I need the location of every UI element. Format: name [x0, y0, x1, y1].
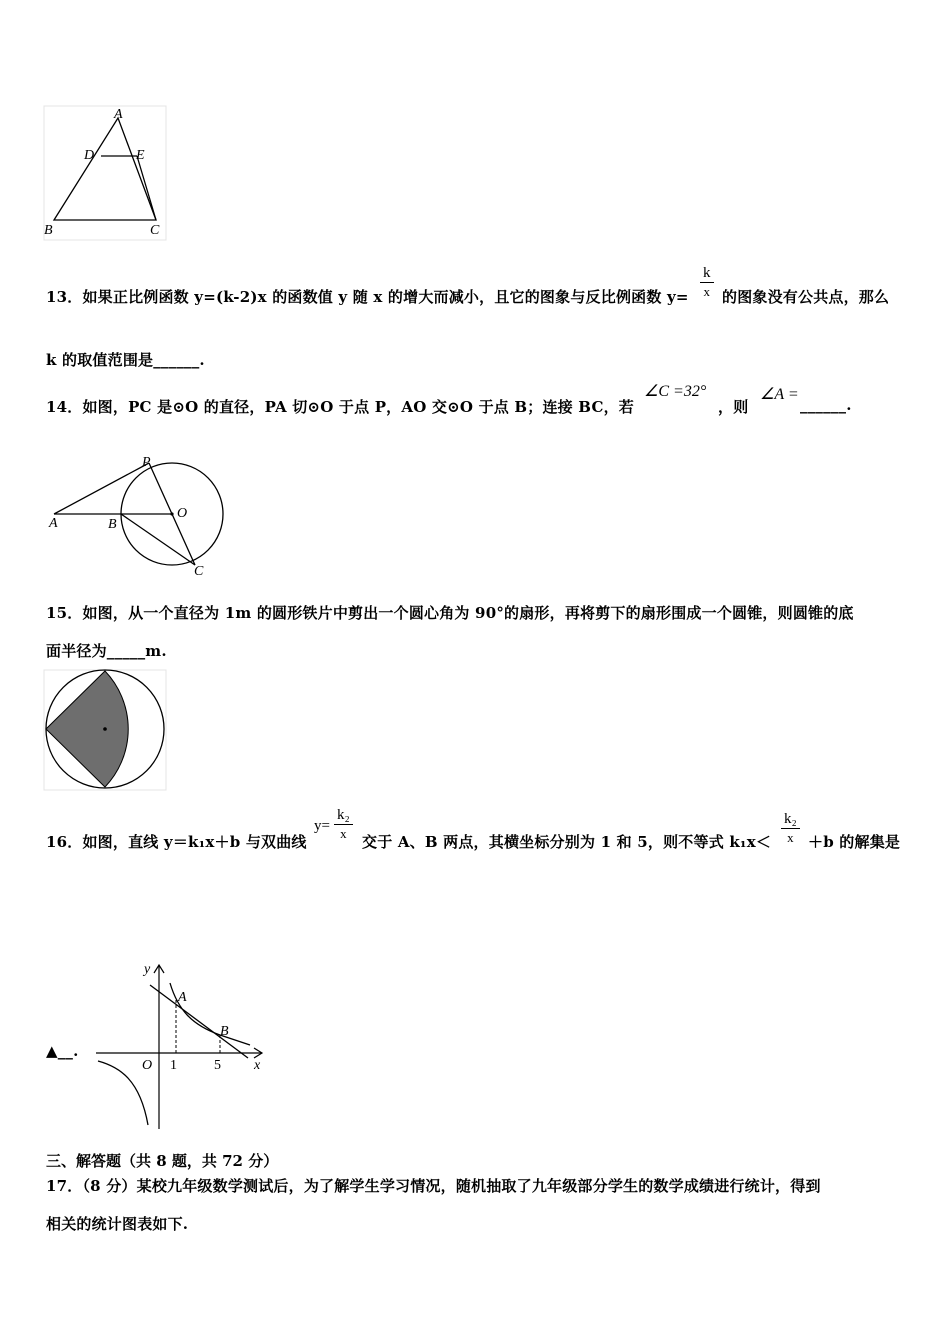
q16-frac2-den: x: [787, 830, 794, 845]
q13-text: 13．如果正比例函数 y=(k-2)x 的函数值 y 随 x 的增大而减小，且它的图象与反比例函数 y=: [46, 288, 689, 306]
label-e: E: [136, 148, 145, 163]
label-tick-5: 5: [214, 1058, 221, 1073]
label-d: D: [84, 148, 95, 163]
label-o: O: [177, 506, 188, 521]
q16-answer: ▲__.: [46, 1042, 79, 1060]
q16-part3: ＋b 的解集是: [808, 833, 901, 851]
q15-line2: 面半径为_____m.: [46, 642, 167, 660]
label-tick-1: 1: [170, 1058, 177, 1073]
q16-fraction-1: [334, 806, 353, 843]
label-y: y: [144, 962, 151, 977]
section-title: 三、解答题（共 8 题，共 72 分）: [46, 1152, 279, 1170]
label-a: A: [114, 107, 123, 122]
label-b: B: [108, 517, 117, 532]
label-origin: O: [142, 1058, 153, 1073]
label-a: A: [49, 516, 58, 531]
line-hyperbola-diagram: [90, 955, 275, 1133]
q16-part1: 16．如图，直线 y＝k₁x＋b 与双曲线: [46, 833, 307, 851]
label-c: C: [194, 564, 204, 579]
q14-angle-c: ∠C =32°: [644, 383, 707, 400]
label-b: B: [44, 223, 53, 238]
q16-frac1-num: k₂: [334, 806, 353, 825]
q13-frac-den: x: [703, 284, 710, 299]
q14-blank: ______.: [800, 396, 852, 414]
q15-line1: 15．如图，从一个直径为 1m 的圆形铁片中剪出一个圆心角为 90°的扇形，再将剪下的扇形围成一个圆锥，则圆锥的底: [46, 604, 854, 622]
q13-line1: [46, 286, 689, 307]
figure-triangle-de-bc: [40, 104, 170, 244]
q17-line2: 相关的统计图表如下.: [46, 1215, 189, 1233]
q16-part2: 交于 A、B 两点，其横坐标分别为 1 和 5，则不等式 k₁x＜: [362, 833, 772, 851]
label-p: P: [142, 455, 151, 470]
q13-frac-num: k: [700, 264, 714, 283]
triangle-diagram: [40, 104, 170, 244]
circle-tangent-diagram: [40, 448, 240, 580]
figure-circle-sector: [40, 668, 170, 792]
q16-frac2-num: k₂: [781, 810, 800, 829]
q13-line2: k 的取值范围是______.: [46, 351, 205, 369]
q14-text: 14．如图，PC 是⊙O 的直径，PA 切⊙O 于点 P，AO 交⊙O 于点 B；连接 BC，若: [46, 398, 634, 416]
q13-line1-tail: 的图象没有公共点，那么: [722, 288, 890, 306]
label-b: B: [220, 1024, 229, 1039]
q16-frac1-den: x: [340, 826, 347, 841]
q13-fraction: [700, 264, 714, 301]
label-x: x: [254, 1058, 261, 1073]
figure-circle-tangent: [40, 448, 240, 580]
q14-angle-a: ∠A =: [760, 386, 799, 403]
figure-line-hyperbola: [90, 955, 275, 1133]
q17-line1: 17．（8 分）某校九年级数学测试后，为了解学生学习情况，随机抽取了九年级部分学生的数学成绩进行统计，得到: [46, 1177, 821, 1195]
label-c: C: [150, 223, 160, 238]
circle-sector-diagram: [40, 668, 170, 792]
q16-hyper-lhs: y=: [314, 818, 330, 834]
label-a: A: [178, 990, 187, 1005]
q16-fraction-2: [781, 810, 800, 847]
q14-mid: ，则: [718, 398, 749, 416]
